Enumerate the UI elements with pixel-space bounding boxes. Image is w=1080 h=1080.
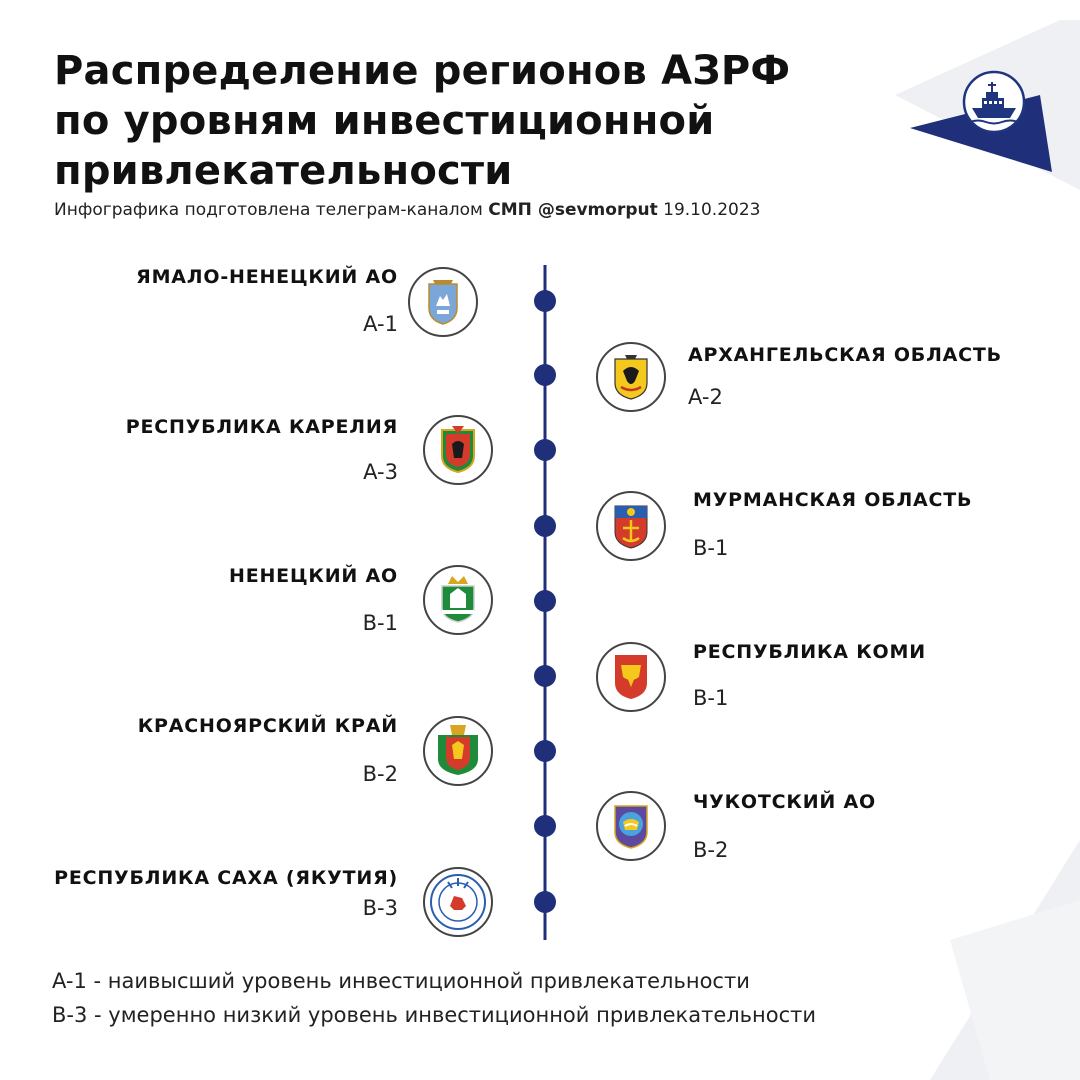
region-name: ЯМАЛО-НЕНЕЦКИЙ АО [136, 266, 398, 288]
title-line-2: по уровням инвестиционной [54, 98, 715, 144]
region-level: B-1 [693, 536, 729, 560]
region-name: АРХАНГЕЛЬСКАЯ ОБЛАСТЬ [688, 344, 1002, 366]
title-line-3: привлекательности [54, 148, 513, 194]
region-level: A-2 [688, 385, 723, 409]
karelia-crest-icon [422, 414, 494, 486]
krasnoyarsk-crest-icon [422, 715, 494, 787]
timeline-dot [534, 290, 556, 312]
timeline-dot [534, 364, 556, 386]
chukotka-crest-icon [595, 790, 667, 862]
region-name: РЕСПУБЛИКА САХА (ЯКУТИЯ) [54, 867, 398, 889]
timeline-dot [534, 891, 556, 913]
arkhangelsk-crest-icon [595, 341, 667, 413]
region-level: B-2 [362, 762, 398, 786]
timeline-dot [534, 665, 556, 687]
timeline-dot [534, 439, 556, 461]
region-name: РЕСПУБЛИКА КОМИ [693, 641, 926, 663]
yamal-crest-icon [407, 266, 479, 338]
legend-line-2: B-3 - умеренно низкий уровень инвестиционной привлекательности [52, 1003, 817, 1027]
region-level: A-1 [363, 312, 398, 336]
timeline-dot [534, 515, 556, 537]
komi-crest-icon [595, 641, 667, 713]
region-level: B-3 [362, 896, 398, 920]
timeline-dot [534, 590, 556, 612]
sakha-crest-icon [422, 866, 494, 938]
region-name: КРАСНОЯРСКИЙ КРАЙ [137, 715, 398, 737]
subtitle-prefix: Инфографика подготовлена телеграм-каналом [54, 200, 483, 220]
region-name: МУРМАНСКАЯ ОБЛАСТЬ [693, 489, 973, 511]
region-name: НЕНЕЦКИЙ АО [229, 565, 398, 587]
title-line-1: Распределение регионов АЗРФ [54, 48, 791, 94]
region-level: A-3 [363, 460, 398, 484]
legend-line-1: A-1 - наивысший уровень инвестиционной привлекательности [52, 969, 750, 993]
region-level: B-2 [693, 838, 729, 862]
region-level: B-1 [362, 611, 398, 635]
region-name: ЧУКОТСКИЙ АО [693, 791, 876, 813]
nenets-crest-icon [422, 564, 494, 636]
subtitle-channel: СМП @sevmorput [488, 200, 658, 220]
timeline-dot [534, 815, 556, 837]
timeline-dot [534, 740, 556, 762]
region-name: РЕСПУБЛИКА КАРЕЛИЯ [125, 416, 398, 438]
murmansk-crest-icon [595, 490, 667, 562]
subtitle-date: 19.10.2023 [663, 200, 761, 220]
region-level: B-1 [693, 686, 729, 710]
